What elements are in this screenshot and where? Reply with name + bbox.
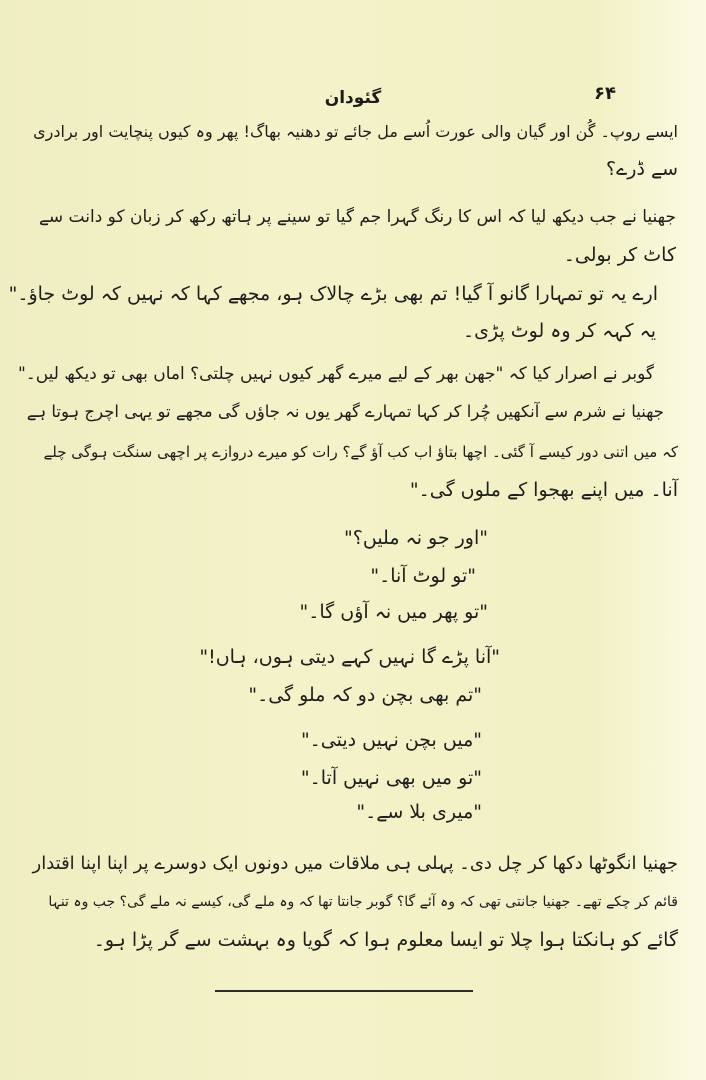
section-divider xyxy=(215,990,473,992)
page-number: ۶۴ xyxy=(594,83,616,104)
running-header-title: گئودان xyxy=(324,88,382,108)
text-line: جھنیا نے شرم سے آنکھیں چُرا کر کہا تمہارے گھر یوں نہ جاؤں گی مجھے تو یہی اچرج ہوتا ہے xyxy=(26,402,664,421)
text-line: کاٹ کر بولی۔ xyxy=(563,244,676,266)
text-line: جھنیا نے جب دیکھ لیا کہ اس کا رنگ گہرا جم گیا تو سینے پر ہاتھ رکھ کر زبان کو دانت سے xyxy=(38,207,676,227)
text-line: یہ کہہ کر وہ لوٹ پڑی۔ xyxy=(462,320,656,342)
text-line: آنا۔ میں اپنے بھجوا کے ملوں گی۔" xyxy=(409,479,678,501)
text-line: ارے یہ تو تمہارا گانو آ گیا! تم بھی بڑے چالاک ہو، مجھے کہا کہ نہیں کہ لوٹ جاؤ۔" xyxy=(8,283,658,305)
text-line: سے ڈرے؟ xyxy=(606,158,678,180)
text-line: ایسے روپ۔ گُن اور گیان والی عورت اُسے مل جائے تو دھنیہ بھاگ! پھر وہ کیوں پنچایت اور برادری xyxy=(33,122,678,141)
text-line: قائم کر چکے تھے۔ جھنیا جانتی تھی کہ وہ آئے گا؟ گوبر جانتا تھا کہ وہ ملے گی، کیسے نہ ملے گی؟ جب وہ تنہا xyxy=(48,894,678,910)
dialogue-line: "تو میں بھی نہیں آتا۔" xyxy=(300,767,482,789)
dialogue-line: "تم بھی بچن دو کہ ملو گی۔" xyxy=(248,684,482,706)
dialogue-line: "میں بچن نہیں دیتی۔" xyxy=(300,729,482,751)
dialogue-line: "میری بلا سے۔" xyxy=(356,801,482,823)
dialogue-line: "تو پھر میں نہ آؤں گا۔" xyxy=(299,601,488,623)
dialogue-line: "آنا پڑے گا نہیں کہے دیتی ہوں، ہاں!" xyxy=(199,646,500,668)
text-line: کہ میں اتنی دور کیسے آ گئی۔ اچھا بتاؤ اب کب آؤ گے؟ رات کو میرے دروازے پر اچھی سنگت ہوگی چلے xyxy=(43,443,678,461)
text-line: گوبر نے اصرار کیا کہ "جھن بھر کے لیے میرے گھر کیوں نہیں چلتی؟ اماں بھی تو دیکھ لیں۔" xyxy=(17,364,654,384)
dialogue-line: "اور جو نہ ملیں؟" xyxy=(344,527,488,549)
text-line: گائے کو ہانکتا ہوا چلا تو ایسا معلوم ہوا کہ گویا وہ بہشت سے گر پڑا ہو۔ xyxy=(93,929,678,951)
text-line: جھنیا انگوٹھا دکھا کر چل دی۔ پہلی ہی ملاقات میں دونوں ایک دوسرے پر اپنا اپنا اقتدار xyxy=(32,853,678,874)
dialogue-line: "تو لوٹ آنا۔" xyxy=(370,565,476,587)
